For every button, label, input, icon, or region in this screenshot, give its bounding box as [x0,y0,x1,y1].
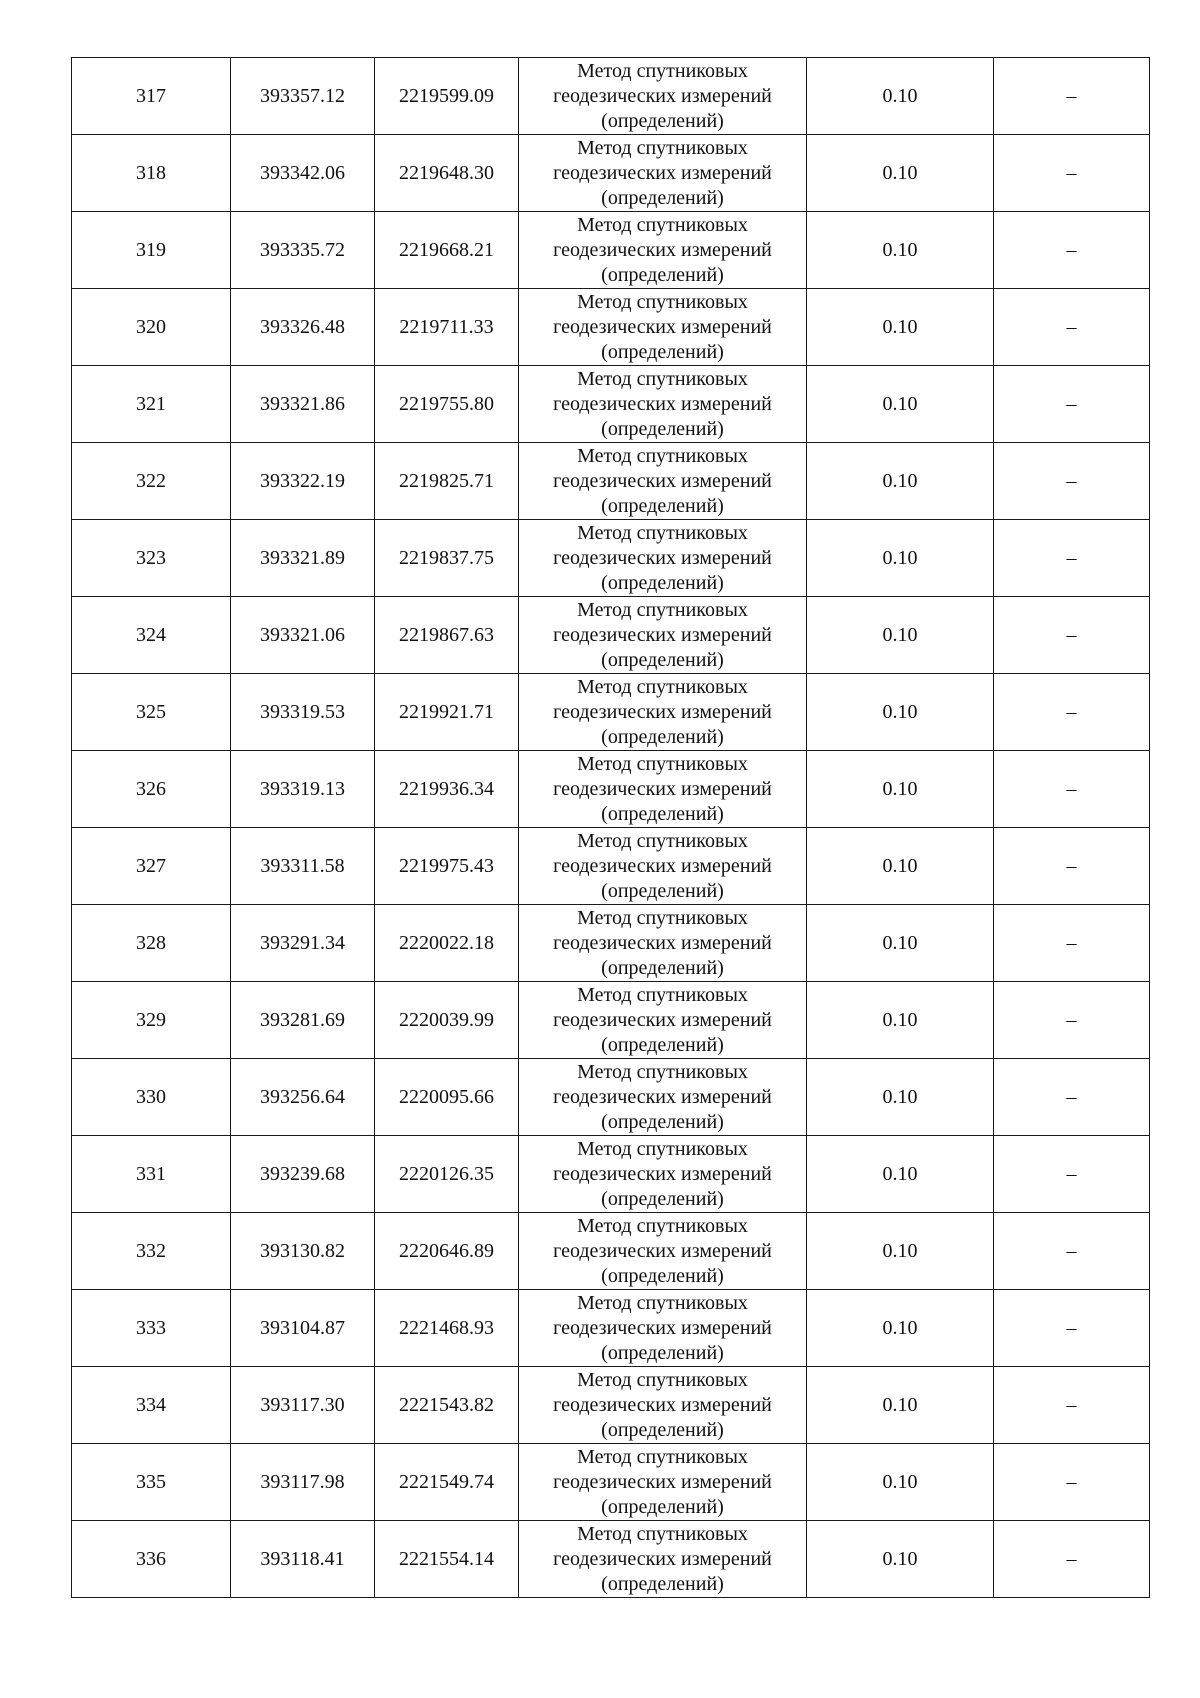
table-row [72,828,1150,905]
method-line: Метод спутниковых [577,1137,748,1160]
table-row [72,58,1150,135]
cell-method [519,905,807,982]
cell-coordinate-x: 393118.41 [231,1521,375,1598]
cell-coordinate-y: 2221549.74 [375,1444,519,1521]
method-line: (определений) [601,725,724,748]
cell-method [519,1444,807,1521]
method-line: (определений) [601,1572,724,1595]
cell-point-number: 319 [72,212,231,289]
method-line: (определений) [601,1110,724,1133]
table-body [72,58,1150,1598]
cell-accuracy: 0.10 [807,751,994,828]
table-row [72,520,1150,597]
method-line: геодезических измерений [553,161,772,184]
table-row [72,1367,1150,1444]
table-row [72,366,1150,443]
cell-description: – [994,1290,1150,1367]
cell-description: – [994,58,1150,135]
cell-point-number: 320 [72,289,231,366]
table-row [72,1136,1150,1213]
cell-description: – [994,982,1150,1059]
method-line: геодезических измерений [553,931,772,954]
method-line: геодезических измерений [553,546,772,569]
cell-coordinate-y: 2219837.75 [375,520,519,597]
cell-coordinate-x: 393281.69 [231,982,375,1059]
cell-accuracy: 0.10 [807,443,994,520]
cell-point-number: 335 [72,1444,231,1521]
method-line: Метод спутниковых [577,136,748,159]
cell-accuracy: 0.10 [807,1367,994,1444]
cell-method [519,58,807,135]
cell-accuracy: 0.10 [807,1290,994,1367]
cell-accuracy: 0.10 [807,828,994,905]
cell-coordinate-x: 393319.53 [231,674,375,751]
table-row [72,597,1150,674]
cell-coordinate-y: 2221554.14 [375,1521,519,1598]
table-row [72,212,1150,289]
method-line: геодезических измерений [553,315,772,338]
cell-description: – [994,366,1150,443]
table-row [72,1059,1150,1136]
method-line: Метод спутниковых [577,367,748,390]
cell-point-number: 334 [72,1367,231,1444]
method-line: геодезических измерений [553,1162,772,1185]
method-line: (определений) [601,1495,724,1518]
cell-coordinate-x: 393335.72 [231,212,375,289]
cell-description: – [994,289,1150,366]
cell-coordinate-x: 393326.48 [231,289,375,366]
cell-point-number: 336 [72,1521,231,1598]
cell-coordinate-y: 2219921.71 [375,674,519,751]
method-line: (определений) [601,1341,724,1364]
method-line: (определений) [601,571,724,594]
method-line: Метод спутниковых [577,983,748,1006]
method-line: Метод спутниковых [577,290,748,313]
method-line: геодезических измерений [553,1470,772,1493]
method-line: геодезических измерений [553,392,772,415]
method-line: (определений) [601,879,724,902]
cell-method [519,1059,807,1136]
method-line: (определений) [601,494,724,517]
method-line: геодезических измерений [553,1085,772,1108]
cell-accuracy: 0.10 [807,520,994,597]
cell-description: – [994,751,1150,828]
cell-coordinate-y: 2220022.18 [375,905,519,982]
table-row [72,135,1150,212]
cell-point-number: 323 [72,520,231,597]
table-row [72,1213,1150,1290]
cell-description: – [994,905,1150,982]
method-line: (определений) [601,109,724,132]
cell-accuracy: 0.10 [807,1059,994,1136]
cell-method [519,597,807,674]
cell-point-number: 317 [72,58,231,135]
table-row [72,751,1150,828]
method-line: (определений) [601,340,724,363]
cell-method [519,135,807,212]
method-line: геодезических измерений [553,1547,772,1570]
method-line: геодезических измерений [553,623,772,646]
cell-coordinate-x: 393311.58 [231,828,375,905]
method-line: (определений) [601,1418,724,1441]
cell-coordinate-y: 2219599.09 [375,58,519,135]
method-line: Метод спутниковых [577,1060,748,1083]
cell-accuracy: 0.10 [807,366,994,443]
cell-coordinate-y: 2219936.34 [375,751,519,828]
cell-method [519,1213,807,1290]
cell-method [519,366,807,443]
cell-accuracy: 0.10 [807,289,994,366]
cell-method [519,674,807,751]
cell-coordinate-x: 393104.87 [231,1290,375,1367]
cell-coordinate-x: 393130.82 [231,1213,375,1290]
cell-accuracy: 0.10 [807,1444,994,1521]
cell-description: – [994,1136,1150,1213]
cell-accuracy: 0.10 [807,1521,994,1598]
method-line: (определений) [601,263,724,286]
cell-coordinate-y: 2221543.82 [375,1367,519,1444]
cell-accuracy: 0.10 [807,982,994,1059]
method-line: Метод спутниковых [577,1291,748,1314]
cell-method [519,1290,807,1367]
cell-coordinate-y: 2221468.93 [375,1290,519,1367]
cell-coordinate-x: 393319.13 [231,751,375,828]
method-line: геодезических измерений [553,1239,772,1262]
cell-point-number: 329 [72,982,231,1059]
cell-method [519,1367,807,1444]
cell-coordinate-x: 393342.06 [231,135,375,212]
coordinates-table [71,57,1150,1598]
cell-coordinate-y: 2219755.80 [375,366,519,443]
method-line: Метод спутниковых [577,829,748,852]
cell-point-number: 331 [72,1136,231,1213]
cell-coordinate-y: 2219975.43 [375,828,519,905]
table-row [72,905,1150,982]
cell-accuracy: 0.10 [807,58,994,135]
cell-point-number: 332 [72,1213,231,1290]
cell-coordinate-x: 393321.86 [231,366,375,443]
cell-coordinate-x: 393321.06 [231,597,375,674]
cell-coordinate-y: 2220126.35 [375,1136,519,1213]
method-line: (определений) [601,956,724,979]
method-line: Метод спутниковых [577,444,748,467]
cell-description: – [994,1059,1150,1136]
cell-method [519,751,807,828]
method-line: геодезических измерений [553,1393,772,1416]
cell-method [519,982,807,1059]
cell-description: – [994,135,1150,212]
cell-description: – [994,1444,1150,1521]
method-line: геодезических измерений [553,238,772,261]
cell-point-number: 322 [72,443,231,520]
cell-point-number: 321 [72,366,231,443]
table-row [72,1521,1150,1598]
cell-coordinate-y: 2219825.71 [375,443,519,520]
cell-description: – [994,443,1150,520]
cell-method [519,520,807,597]
cell-method [519,212,807,289]
cell-coordinate-x: 393321.89 [231,520,375,597]
table-row [72,982,1150,1059]
method-line: геодезических измерений [553,84,772,107]
cell-coordinate-y: 2219648.30 [375,135,519,212]
method-line: Метод спутниковых [577,1445,748,1468]
cell-accuracy: 0.10 [807,212,994,289]
cell-description: – [994,828,1150,905]
cell-method [519,289,807,366]
cell-method [519,443,807,520]
cell-coordinate-y: 2220095.66 [375,1059,519,1136]
cell-coordinate-x: 393322.19 [231,443,375,520]
cell-method [519,1521,807,1598]
cell-description: – [994,1521,1150,1598]
method-line: (определений) [601,648,724,671]
cell-coordinate-x: 393117.98 [231,1444,375,1521]
method-line: Метод спутниковых [577,598,748,621]
cell-accuracy: 0.10 [807,597,994,674]
method-line: (определений) [601,417,724,440]
cell-point-number: 326 [72,751,231,828]
cell-coordinate-x: 393291.34 [231,905,375,982]
cell-description: – [994,1367,1150,1444]
cell-accuracy: 0.10 [807,1213,994,1290]
cell-coordinate-y: 2220039.99 [375,982,519,1059]
method-line: Метод спутниковых [577,1522,748,1545]
method-line: (определений) [601,1264,724,1287]
method-line: геодезических измерений [553,777,772,800]
method-line: геодезических измерений [553,1008,772,1031]
table-row [72,1290,1150,1367]
method-line: Метод спутниковых [577,906,748,929]
method-line: геодезических измерений [553,854,772,877]
method-line: (определений) [601,1187,724,1210]
method-line: (определений) [601,1033,724,1056]
method-line: геодезических измерений [553,469,772,492]
cell-coordinate-x: 393117.30 [231,1367,375,1444]
cell-point-number: 330 [72,1059,231,1136]
table-row [72,1444,1150,1521]
method-line: (определений) [601,802,724,825]
cell-coordinate-y: 2219711.33 [375,289,519,366]
method-line: Метод спутниковых [577,521,748,544]
cell-coordinate-y: 2219867.63 [375,597,519,674]
method-line: геодезических измерений [553,700,772,723]
cell-description: – [994,1213,1150,1290]
cell-accuracy: 0.10 [807,905,994,982]
method-line: Метод спутниковых [577,752,748,775]
cell-point-number: 333 [72,1290,231,1367]
method-line: геодезических измерений [553,1316,772,1339]
table-row [72,443,1150,520]
cell-description: – [994,674,1150,751]
method-line: Метод спутниковых [577,1368,748,1391]
cell-accuracy: 0.10 [807,1136,994,1213]
cell-description: – [994,212,1150,289]
cell-description: – [994,520,1150,597]
cell-point-number: 327 [72,828,231,905]
method-line: Метод спутниковых [577,675,748,698]
cell-method [519,828,807,905]
method-line: Метод спутниковых [577,213,748,236]
cell-coordinate-y: 2219668.21 [375,212,519,289]
cell-point-number: 318 [72,135,231,212]
cell-coordinate-x: 393256.64 [231,1059,375,1136]
cell-accuracy: 0.10 [807,674,994,751]
method-line: Метод спутниковых [577,1214,748,1237]
cell-coordinate-y: 2220646.89 [375,1213,519,1290]
cell-method [519,1136,807,1213]
method-line: Метод спутниковых [577,59,748,82]
table-row [72,674,1150,751]
cell-point-number: 324 [72,597,231,674]
cell-point-number: 328 [72,905,231,982]
method-line: (определений) [601,186,724,209]
cell-accuracy: 0.10 [807,135,994,212]
cell-coordinate-x: 393239.68 [231,1136,375,1213]
table-row [72,289,1150,366]
cell-coordinate-x: 393357.12 [231,58,375,135]
cell-description: – [994,597,1150,674]
cell-point-number: 325 [72,674,231,751]
